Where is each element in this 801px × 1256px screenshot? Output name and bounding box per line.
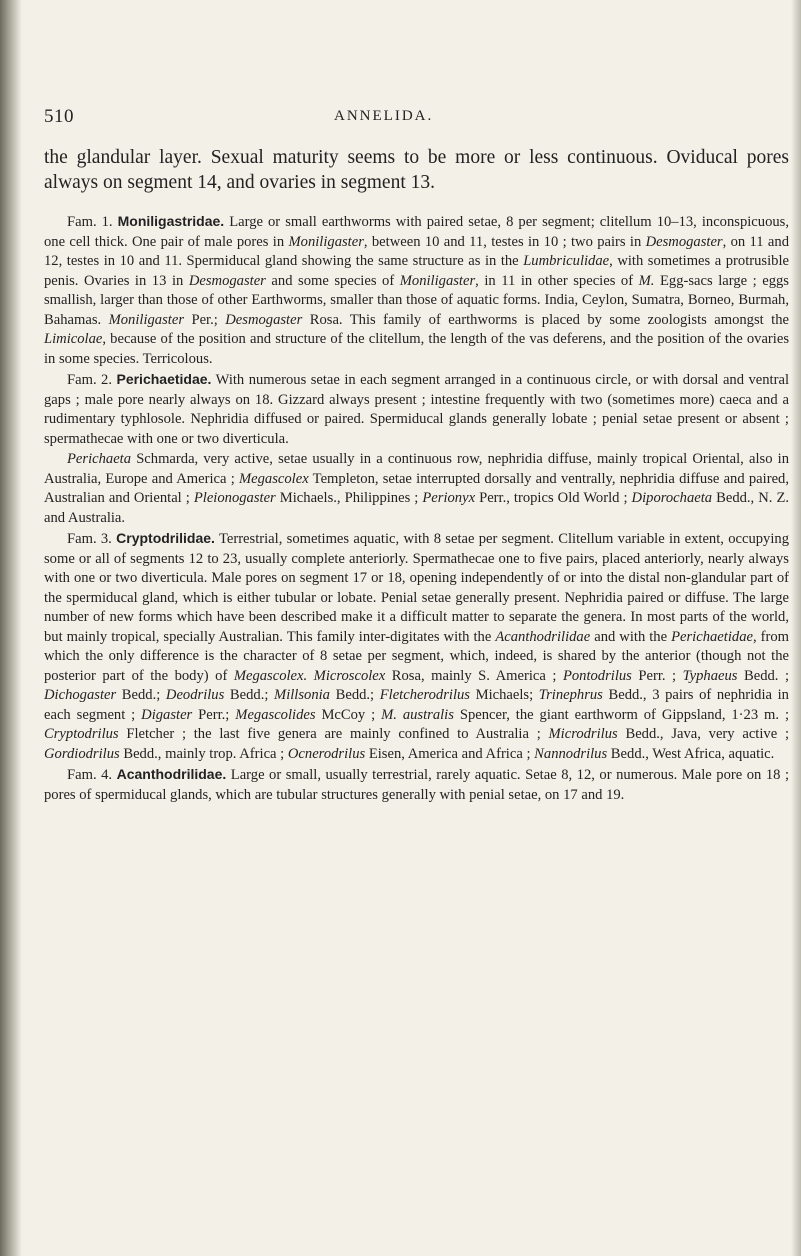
taxon-name: Desmogaster xyxy=(645,233,723,250)
body-text: , because of the position and structure of the clitellum, the length of the vas deferens, and the position of the ovaries in some species. Terricolous. xyxy=(44,331,789,367)
body-text: Spencer, the giant earthworm of Gippsland, 1·23 m. ; xyxy=(453,706,790,723)
scan-edge-shadow xyxy=(791,0,801,1256)
body-text: Michaels; xyxy=(469,687,539,703)
page-body xyxy=(44,145,789,805)
taxon-name: Lumbriculidae xyxy=(523,253,610,269)
taxon-name: Moniligaster xyxy=(399,272,476,289)
family-2-genera-paragraph xyxy=(44,450,789,528)
body-text: Perr. ; xyxy=(631,667,683,684)
body-text: Egg-sacs large ; eggs smallish, larger than those of other Earthworms, smaller than those of aquatic forms. India, Ceylon, Sumatra, Borneo, Burmah, Bahamas. xyxy=(44,272,789,328)
taxon-name: Megascolex xyxy=(239,470,309,487)
family-heading: Perichaetidae. xyxy=(116,371,212,387)
body-text: Terrestrial, sometimes aquatic, with 8 setae per segment. Clitellum variable in extent, occupying some or all of segments 12 to 23, usually complete anteriorly. Spermathecae one to five pairs, placed anteriorly, nearly always with one or two diverticula. Male pores on segment 17 or 18, opening independently of or into the distal non-glandular part of the spermiducal gland, which is either tubular or lobate. Penial setae generally present. Nephridia paired or diffuse. The large number of new forms which have been described make it a difficult matter to separate the genera. In most parts of the world, but mainly tropical, specially Australian. This family inter-digitates with the xyxy=(44,531,790,645)
intro-paragraph: the glandular layer. Sexual maturity seems to be more or less continuous. Oviducal pores always on segment 14, and ovaries in segment 13. xyxy=(44,147,789,193)
body-text: Bedd.; xyxy=(116,687,166,703)
body-text: Large or small, usually terrestrial, rarely aquatic. Setae 8, 12, or numerous. Male pore on 18 ; pores of spermiducal glands, which are tubular structures generally with penial setae, on 17 and 19. xyxy=(44,767,790,803)
body-text: Bedd., Java, very active ; xyxy=(617,726,790,742)
family-4-paragraph xyxy=(44,765,789,805)
body-text: With numerous setae in each segment arranged in a continuous circle, or with dorsal and ventral gaps ; male pore nearly always on 18. Gizzard always present ; intestine frequently with two (sometimes more) caeca and a rudimentary typhlosole. Nephridia diffused or paired. Spermiducal glands generally lobate ; penial setae present or absent ; spermathecae with one or two diverticula. xyxy=(44,372,790,447)
taxon-name: Deodrilus xyxy=(165,687,225,703)
body-text: , on 11 and 12, testes in 10 and 11. Spermiducal gland showing the same structure as in the xyxy=(44,233,789,269)
family-heading: Acanthodrilidae. xyxy=(116,766,227,782)
running-head: ANNELIDA. xyxy=(334,108,434,124)
taxon-name: Desmogaster xyxy=(225,311,303,328)
taxon-name: Perichaetidae xyxy=(671,628,753,645)
body-text: Fam. 4. xyxy=(67,767,117,783)
taxon-name: Cryptodrilus xyxy=(44,726,119,742)
page-number: 510 xyxy=(44,106,74,127)
taxon-name: Microscolex xyxy=(313,667,386,684)
body-text: Fam. 1. xyxy=(67,214,118,230)
family-heading: Moniligastridae. xyxy=(117,213,225,229)
taxon-name: Dichogaster xyxy=(44,687,117,703)
body-text: Eisen, America and Africa ; xyxy=(365,745,535,762)
taxon-name: Millsonia xyxy=(274,687,330,703)
body-text: Bedd.; xyxy=(224,687,275,703)
family-1-paragraph xyxy=(44,212,789,369)
body-text: Bedd., mainly trop. Africa ; xyxy=(119,745,288,762)
body-text: Rosa. This family of earthworms is placed by some zoologists amongst the xyxy=(302,311,789,328)
page-header xyxy=(0,106,801,132)
taxon-name: Megascolides xyxy=(235,706,316,723)
body-text: Fam. 3. xyxy=(67,531,117,547)
taxon-name: Gordiodrilus xyxy=(44,745,120,762)
body-text: Bedd. ; xyxy=(737,667,789,684)
body-text: , between 10 and 11, testes in 10 ; two pairs in xyxy=(363,233,646,250)
body-text: Fam. 2. xyxy=(67,372,117,388)
scan-binding-shadow xyxy=(0,0,22,1256)
body-text: Bedd., N. Z. and Australia. xyxy=(44,490,790,526)
family-heading: Cryptodrilidae. xyxy=(116,530,215,546)
body-text: Rosa, mainly S. America ; xyxy=(385,667,563,684)
body-text: Bedd.; xyxy=(329,687,380,703)
body-text: McCoy ; xyxy=(315,706,382,723)
taxon-name: M. australis xyxy=(381,706,454,723)
taxon-name: Perionyx xyxy=(422,490,476,506)
taxon-name: Desmogaster xyxy=(188,272,266,289)
taxon-name: Fletcherodrilus xyxy=(379,687,470,703)
taxon-name: Diporochaeta xyxy=(631,490,713,506)
taxon-name: Pleionogaster xyxy=(193,490,276,506)
body-text: , in 11 in other species of xyxy=(475,272,639,289)
body-text: Bedd., West Africa, aquatic. xyxy=(607,745,775,762)
body-text: Fletcher ; the last five genera are mainly confined to Australia ; xyxy=(118,726,549,742)
body-text: Per.; xyxy=(184,311,226,328)
body-text: Bedd., 3 pairs of nephridia in each segment ; xyxy=(44,687,789,723)
body-text: , from which the only difference is the character of 8 setae per segment, which, indeed, is shared by the anterior (though not the posterior part of the body) of xyxy=(44,628,789,684)
taxon-name: Digaster xyxy=(141,706,193,723)
taxon-name: Trinephrus xyxy=(538,687,603,703)
taxon-name: Ocnerodrilus xyxy=(287,745,366,762)
taxon-name: Acanthodrilidae xyxy=(495,628,591,645)
taxon-name: Moniligaster xyxy=(108,311,184,328)
taxon-name: Megascolex. xyxy=(233,667,308,684)
taxon-name: Moniligaster xyxy=(288,233,364,250)
taxon-name: Typhaeus xyxy=(682,667,738,684)
taxon-name: Perichaeta xyxy=(67,451,132,467)
body-text: Templeton, setae interrupted dorsally and ventrally, nephridia diffuse and paired, Australian and Oriental ; xyxy=(44,470,789,506)
body-text: , with sometimes a protrusible penis. Ovaries in 13 in xyxy=(44,253,789,289)
body-text: Michaels., Philippines ; xyxy=(275,490,423,506)
family-2-paragraph xyxy=(44,370,789,449)
taxon-name: M. xyxy=(638,272,655,289)
taxon-name: Microdrilus xyxy=(548,726,618,742)
body-text: Perr.; xyxy=(192,706,236,723)
body-text: Perr., tropics Old World ; xyxy=(475,490,632,506)
taxon-name: Nannodrilus xyxy=(534,745,608,762)
body-text: and with the xyxy=(590,628,672,645)
taxon-name: Limicolae xyxy=(44,331,103,347)
body-text: Large or small earthworms with paired setae, 8 per segment; clitellum 10–13, inconspicuous, one cell thick. One pair of male pores in xyxy=(44,214,790,250)
family-3-paragraph xyxy=(44,529,789,764)
body-text: Schmarda, very active, setae usually in a continuous row, nephridia diffuse, mainly tropical Oriental, also in Australia, Europe and America ; xyxy=(44,451,789,487)
body-text: and some species of xyxy=(265,272,400,289)
taxon-name: Pontodrilus xyxy=(562,667,632,684)
section-gap xyxy=(44,195,789,212)
